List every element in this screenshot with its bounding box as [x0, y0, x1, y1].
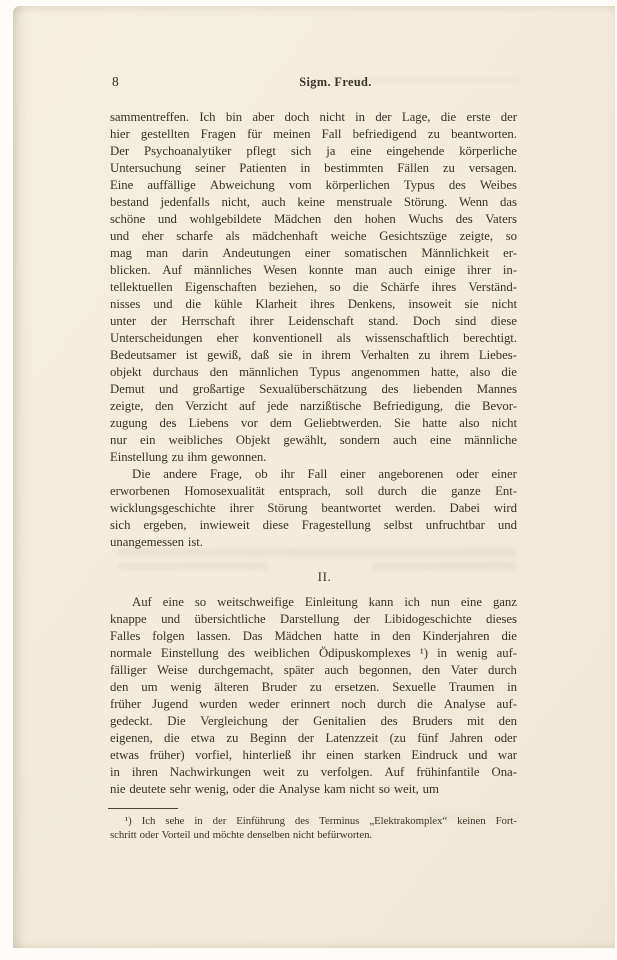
section-heading: II.	[317, 569, 332, 584]
text-line: fälliger Weise durchgemacht, später auch begonnen, den Vater durch	[110, 663, 517, 677]
text-line: hier gestellten Fragen für meinen Fall befriedigend zu beantworten.	[110, 127, 517, 141]
text-line: normale Einstellung des weiblichen Ödipuskomplexes ¹) in wenig auf-	[110, 646, 517, 660]
text-line: Eine auffällige Abweichung vom körperlichen Typus des Weibes	[110, 178, 517, 192]
text-line: zeigte, den Verzicht auf jede narzißtische Befriedigung, die Bevor-	[110, 399, 517, 413]
text-line: eigenen, die etwa zu Beginn der Latenzzeit (zu fünf Jahren oder	[110, 731, 517, 745]
text-line: tellektuellen Eigenschaften beziehen, so die Schärfe ihres Verständ-	[110, 280, 517, 294]
text-line: Einstellung zu ihm gewonnen.	[110, 450, 267, 464]
text-line: erworbenen Homosexualität entsprach, soll durch die ganze Ent-	[110, 484, 517, 498]
text-line: objekt durchaus den männlichen Typus angenommen hatte, also die	[110, 365, 517, 379]
text-line: früher Jugend wurden weder erinnert noch durch die Analyse auf-	[110, 697, 517, 711]
paragraph-2	[110, 467, 517, 552]
running-head: Sigm. Freud.	[299, 75, 372, 89]
text-line: gedeckt. Die Vergleichung der Genitalien des Bruders mit den	[110, 714, 517, 728]
text-line: ¹) Ich sehe in der Einführung des Terminus „Elektrakomplex“ keinen Fort-	[125, 815, 517, 827]
text-line: und eher scharfe als mädchenhaft weiche Gesichtszüge zeigte, so	[110, 229, 517, 243]
footnote	[110, 815, 517, 842]
text-line: Der Psychoanalytiker pflegt sich ja eine eingehende körperliche	[110, 144, 517, 158]
text-line: schritt oder Vorteil und möchte denselben nicht befürworten.	[110, 828, 373, 841]
text-line: Auf eine so weitschweifige Einleitung kann ich nun eine ganz	[132, 595, 517, 609]
text-line: blicken. Auf männliches Wesen konnte man auch einige ihrer in-	[110, 263, 517, 277]
text-line: unter der Herrschaft ihrer Leidenschaft stand. Doch sind diese	[110, 314, 517, 328]
text-line: wicklungsgeschichte ihrer Störung beantwortet werden. Dabei wird	[110, 501, 517, 515]
text-line: den um wenig älteren Bruder zu ersetzen. Sexuelle Traumen in	[110, 680, 517, 694]
text-line: etwas früher) vorfiel, hinterließ ihr einen starken Eindruck und war	[110, 748, 517, 762]
text-line: schöne und wohlgebildete Mädchen den hohen Wuchs des Vaters	[110, 212, 517, 226]
text-line: knappe und übersichtliche Darstellung der Libidogeschichte dieses	[110, 612, 517, 626]
text-line: zugung des Liebens vor dem Geliebtwerden. Sie hatte also nicht	[110, 416, 517, 430]
text-line: mag man darin Andeutungen einer somatischen Männlichkeit er-	[110, 246, 517, 260]
text-line: Demut und großartige Sexualüberschätzung des liebenden Mannes	[110, 382, 517, 396]
text-line: nur ein weibliches Objekt gewählt, sondern auch eine männliche	[110, 433, 517, 447]
paragraph-continuation	[110, 110, 517, 467]
text-line: nisses und die kühle Klarheit ihres Denkens, insoweit sie nicht	[110, 297, 517, 311]
footnote-rule	[108, 808, 178, 809]
text-line: Unterscheidungen eher konventionell als wissenschaftlich berechtigt.	[110, 331, 517, 345]
text-line: bestand jedenfalls nicht, auch keine menstruale Störung. Wenn das	[110, 195, 517, 209]
text-line: in ihren Nachwirkungen weit zu verfolgen. Auf frühinfantile Ona-	[110, 765, 517, 779]
page-number: 8	[112, 74, 119, 89]
text-line: nie deutete sehr wenig, oder die Analyse kam nicht so weit, um	[110, 782, 439, 796]
text-block	[110, 110, 517, 799]
text-line: unangemessen ist.	[110, 535, 203, 549]
text-line: Falles folgen lassen. Das Mädchen hatte in den Kinderjahren die	[110, 629, 517, 643]
text-line: Bedeutsamer ist gewiß, daß sie in ihrem Verhalten zu ihrem Liebes-	[110, 348, 517, 362]
text-line: sammentreffen. Ich bin aber doch nicht in der Lage, die erste der	[110, 110, 517, 124]
text-line: Untersuchung seiner Patienten in bestimmten Fällen zu versagen.	[110, 161, 517, 175]
paragraph-3	[110, 595, 517, 799]
text-line: Die andere Frage, ob ihr Fall einer angeborenen oder einer	[132, 467, 517, 481]
text-line: sich ergeben, inwieweit diese Fragestellung selbst unfruchtbar und	[110, 518, 517, 532]
